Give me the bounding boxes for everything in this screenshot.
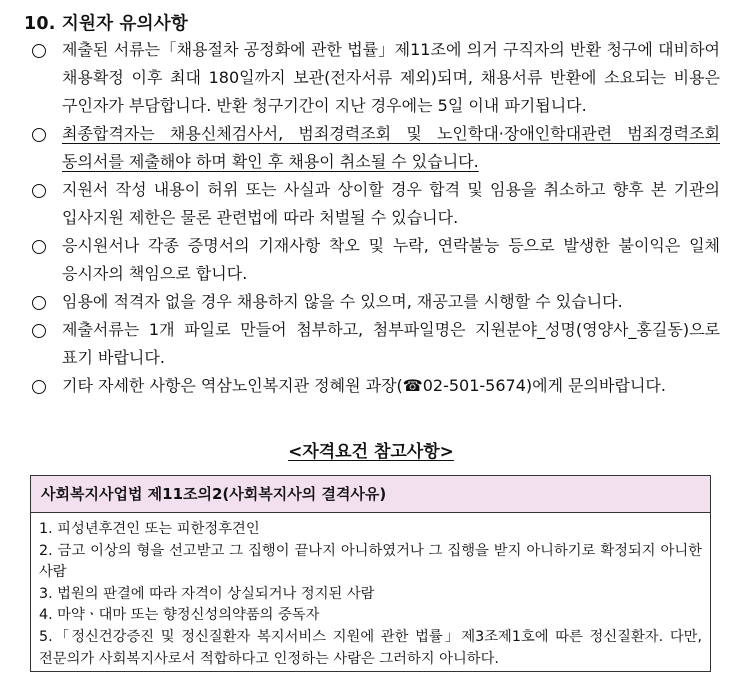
notice-text: 기타 자세한 사항은 역삼노인복지관 정혜원 과장(☎02-501-5674)에게 문의바랍니다. (62, 376, 666, 395)
notice-text: 제출된 서류는「채용절차 공정화에 관한 법률」제11조에 의거 구직자의 반환 청구에 대비하여 채용확정 이후 최대 180일까지 보관(전자서류 제외)되며, 채용서류 반환에 소요되는 비용은 구인자가 부담합니다. 반환 청구기간이 지난 경우에는 5일 이내 파기됩니다. (62, 40, 720, 115)
bullet-circle-icon (32, 184, 46, 198)
notice-item (32, 372, 722, 400)
notice-item (32, 316, 722, 372)
notice-item (32, 36, 722, 120)
box-body (31, 513, 710, 670)
disqualification-item: 4. 마약ㆍ대마 또는 향정신성의약품의 중독자 (39, 607, 320, 624)
disqualification-item: 5.「정신건강증진 및 정신질환자 복지서비스 지원에 관한 법률」제3조제1호에 따른 정신질환자. 다만, 전문의가 사회복지사로서 적합하다고 인정하는 사람은 그러하지 아니하다. (39, 628, 702, 667)
notice-item (32, 176, 722, 232)
notice-item (32, 232, 722, 288)
bullet-circle-icon (32, 324, 46, 338)
bullet-circle-icon (32, 296, 46, 310)
bullet-circle-icon (32, 44, 46, 58)
notice-text: 지원서 작성 내용이 허위 또는 사실과 상이할 경우 합격 및 임용을 취소하고 향후 본 기관의 입사지원 제한은 물론 관련법에 따라 처벌될 수 있습니다. (62, 180, 720, 227)
disqualification-item: 1. 피성년후견인 또는 피한정후견인 (39, 521, 260, 537)
notice-list (32, 36, 722, 400)
notice-item (32, 120, 722, 176)
box-header: 사회복지사업법 제11조의2(사회복지사의 결격사유) (31, 476, 710, 513)
notice-text: 임용에 적격자 없을 경우 채용하지 않을 수 있으며, 재공고를 시행할 수 있습니다. (62, 292, 623, 311)
disqualification-box (30, 475, 711, 672)
notice-text: 응시원서나 각종 증명서의 기재사항 착오 및 누락, 연락불능 등으로 발생한 불이익은 일체 응시자의 책임으로 합니다. (62, 236, 720, 283)
bullet-circle-icon (32, 240, 46, 254)
bullet-circle-icon (32, 380, 46, 394)
reference-title: <자격요건 참고사항> (288, 442, 454, 462)
notice-text: 제출서류는 1개 파일로 만들어 첨부하고, 첨부파일명은 지원분야_성명(영양사_홍길동)으로 표기 바랍니다. (62, 320, 720, 367)
notice-item (32, 288, 722, 316)
section-heading: 10. 지원자 유의사항 (24, 14, 188, 34)
notice-text: 최종합격자는 채용신체검사서, 범죄경력조회 및 노인학대·장애인학대관련 범죄경력조회 동의서를 제출해야 하며 확인 후 채용이 취소될 수 있습니다. (62, 124, 720, 171)
disqualification-item: 2. 금고 이상의 형을 선고받고 그 집행이 끝나지 아니하였거나 그 집행을 받지 아니하기로 확정되지 아니한 사람 (39, 542, 702, 581)
disqualification-item: 3. 법원의 판결에 따라 자격이 상실되거나 정지된 사람 (39, 585, 375, 602)
bullet-circle-icon (32, 128, 46, 142)
